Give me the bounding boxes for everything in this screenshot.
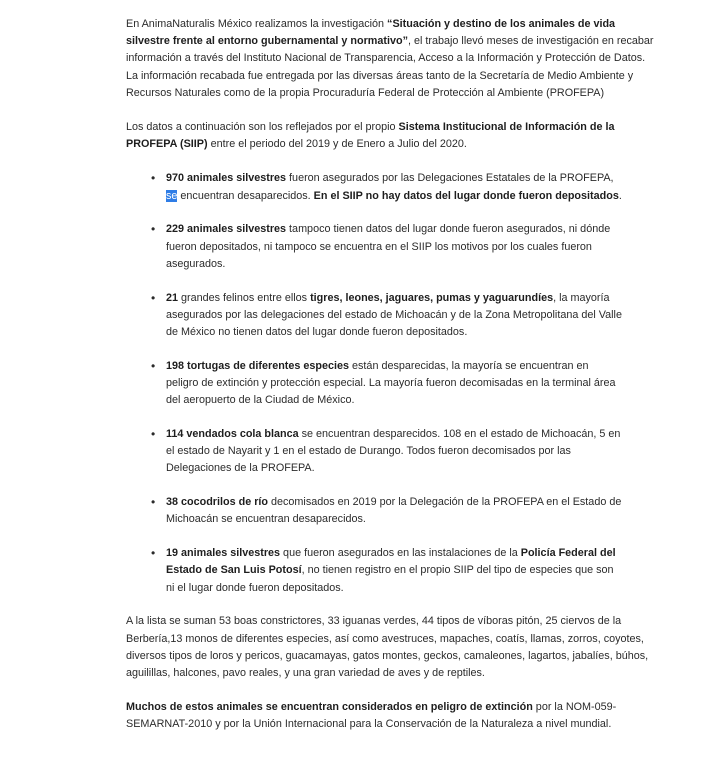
item-text: grandes felinos entre ellos (178, 291, 311, 304)
bullet-icon: • (151, 427, 156, 442)
item-bold: 21 (166, 291, 179, 304)
list-item-text (166, 545, 622, 597)
item-bold: 229 animales silvestres (166, 223, 287, 236)
intro-paragraph (126, 16, 660, 102)
item-bold: 198 tortugas de diferentes especies (166, 359, 350, 372)
list-item (126, 494, 660, 528)
item-text: , no tienen registro en el propio SIIP del tipo de especies que son ni el lugar donde fueron depositados. (166, 564, 614, 594)
item-text: . (618, 189, 622, 202)
bullet-icon: • (151, 171, 156, 186)
intro-text-2: , el trabajo llevó meses de investigación en recabar información a través del Instituto Nacional de Transparencia, Acceso a la Información y Protección de Datos. La información recabada fue entregada por las diversas áreas tanto de la Secretaría de Medio Ambiente y Recursos Naturales como de la propia Procuraduría Federal de Protección al Ambiente (PROFEPA) (126, 35, 654, 99)
list-item (126, 358, 660, 410)
list-item-text (166, 290, 622, 342)
closing-bold: Muchos de estos animales se encuentran considerados en peligro de extinción (126, 701, 533, 714)
item-bold: tigres, leones, jaguares, pumas y yaguarundíes (310, 291, 554, 304)
item-text: tampoco tienen datos del lugar donde fueron asegurados, ni dónde fueron depositados, ni tampoco se encuentra en el SIIP los motivos por los cuales fueron asegurados. (166, 223, 611, 270)
list-item-text (166, 358, 622, 410)
item-bold: En el SIIP no hay datos del lugar donde fueron depositados (313, 189, 619, 202)
data-intro-text-1: Los datos a continuación son los reflejados por el propio (126, 121, 399, 134)
list-item-text (166, 426, 622, 478)
findings-list (126, 170, 660, 596)
siip-name: Sistema Institucional de Información de la PROFEPA (SIIP) (126, 121, 615, 151)
item-text: decomisados en 2019 por la Delegación de la PROFEPA en el Estado de Michoacán se encuentran desaparecidos. (166, 496, 622, 526)
bullet-icon: • (151, 358, 156, 373)
item-bold: 114 vendados cola blanca (166, 428, 299, 441)
investigation-title: “Situación y destino de los animales de vida silvestre frente al entorno gubernamental y normativo” (126, 18, 616, 48)
intro-text-1: En AnimaNaturalis México realizamos la investigación (126, 18, 388, 30)
bullet-icon: • (151, 546, 156, 561)
list-item (126, 290, 660, 342)
selected-text-highlight: se (166, 189, 178, 202)
item-text: que fueron asegurados en las instalaciones de la (280, 547, 521, 560)
item-bold: Policía Federal del Estado de San Luis Potosí (166, 547, 616, 577)
item-text: están desparecidas, la mayoría se encuentran en peligro de extinción y protección especial. La mayoría fueron decomisadas en la terminal área del aeropuerto de la Ciudad de México. (166, 359, 616, 407)
item-text: fueron asegurados por las Delegaciones Estatales de la PROFEPA, (286, 172, 614, 185)
additional-species-paragraph: A la lista se suman 53 boas constrictores, 33 iguanas verdes, 44 tipos de víboras pitón, 25 ciervos de la Berbería,13 monos de diferentes especies, así como avestruces, mapaches, coatís, llamas, zorros, coyotes, diversos tipos de loros y pericos, guacamayas, gatos montes, geckos, camaleones, lagartos, jabalíes, búhos, aguilillas, halcones, pavo reales, y una gran variedad de aves y de reptiles. (126, 615, 649, 680)
list-item-text (166, 170, 622, 204)
article-body (126, 16, 660, 734)
list-item-text (166, 221, 622, 273)
list-item (126, 426, 660, 478)
closing-paragraph (126, 699, 660, 733)
closing-text: por la NOM-059-SEMARNAT-2010 y por la Unión Internacional para la Conservación de la Naturaleza a nivel mundial. (126, 701, 617, 731)
bullet-icon: • (151, 495, 156, 510)
data-intro-text-2: entre el periodo del 2019 y de Enero a Julio del 2020. (207, 138, 467, 151)
list-item (126, 170, 660, 204)
item-bold: 970 animales silvestres (166, 172, 287, 185)
item-text: , la mayoría asegurados por las delegaciones del estado de Michoacán y de la Zona Metropolitana del Valle de México no tienen datos del lugar donde fueron depositados. (166, 291, 622, 339)
bullet-icon: • (151, 290, 156, 305)
item-text: se encuentran desparecidos. 108 en el estado de Michoacán, 5 en el estado de Nayarit y 1 en el estado de Durango. Todos fueron decomisados por las Delegaciones de la PROFEPA. (166, 428, 621, 475)
list-item (126, 221, 660, 273)
item-bold: 19 animales silvestres (166, 547, 281, 560)
bullet-icon: • (151, 222, 156, 237)
item-text: encuentran desaparecidos. (177, 189, 314, 202)
item-bold: 38 cocodrilos de río (166, 496, 269, 509)
list-item-text (166, 494, 622, 528)
list-item (126, 545, 660, 597)
data-intro-paragraph (126, 119, 660, 153)
